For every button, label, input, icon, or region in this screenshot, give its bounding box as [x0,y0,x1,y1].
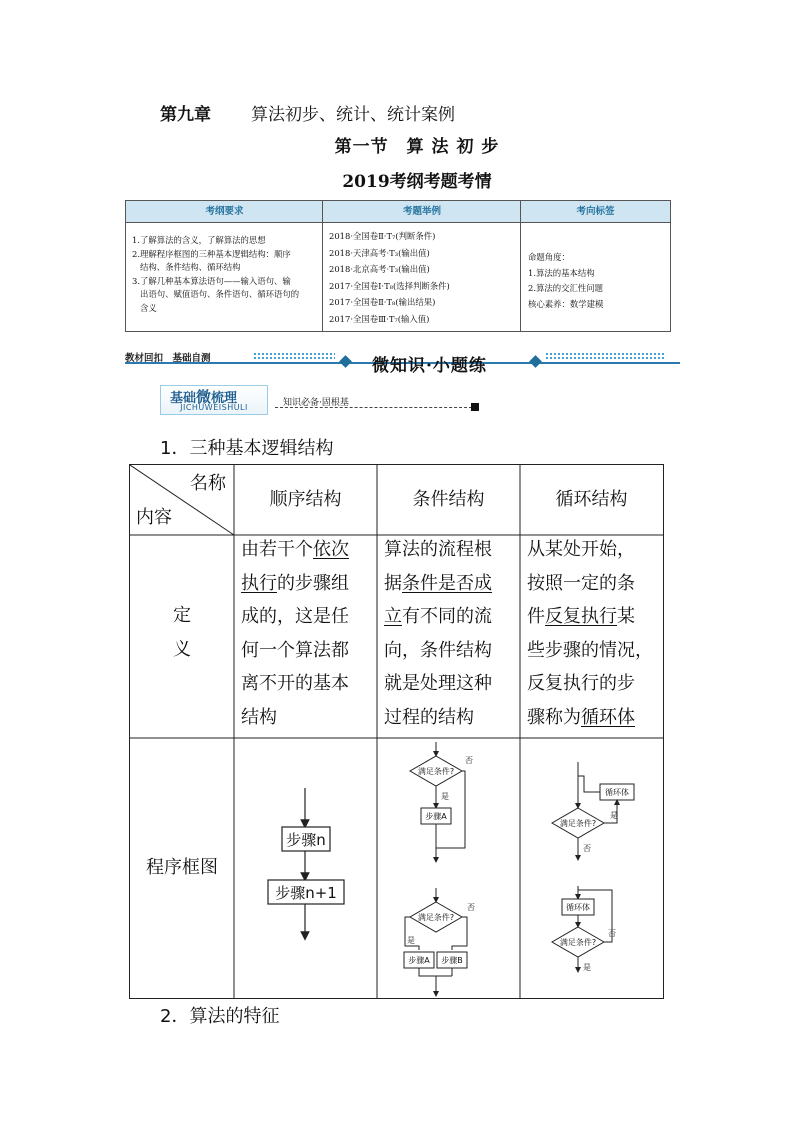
cond-top-condition: 满足条件? [417,767,455,776]
row-label-flowchart: 程序框图 [146,857,218,878]
cond-top-no: 否 [465,756,473,765]
header-condition: 条件结构 [412,489,485,510]
loop-bottom-condition: 满足条件? [559,938,597,947]
banner-dots-left [253,352,335,360]
cond-top-yes: 是 [441,792,449,801]
sequence-flowchart [234,738,377,998]
condition-definition: 算法的流程根 据条件是否成 立有不同的流 向，条件结构 就是处理这种 过程的结构 [384,539,492,728]
header-sequence: 顺序结构 [269,489,342,510]
jichu-square [471,403,479,411]
chapter-title [160,100,455,125]
cond-top-stepA: 步骤A [425,812,447,821]
jichu-pinyin: JICHUWEISHULI [180,403,248,412]
cond-bottom-condition: 满足条件? [417,913,455,922]
step-n1-label: 步骤n+1 [275,884,337,902]
header-loop: 循环结构 [555,489,628,510]
exam-examples: 2018·全国卷Ⅱ·T₇(判断条件) 2018·天津高考·T₃(输出值) 2018·北京高考·T₃(输出值) 2017·全国卷Ⅰ·T₈(选择判断条件) 2017·全国卷Ⅱ·T₈(输出结果) 2017·全国卷Ⅲ·T₇(输入值) [329,231,450,324]
loop-bottom-body: 循环体 [566,903,590,912]
loop-flowchart [520,738,663,998]
jichu-title: 基础微梳理 [170,388,238,406]
heading-algorithm-features: 2．算法的特征 [160,1006,280,1027]
banner-diamond-left [339,355,352,368]
exam-requirements: 1.了解算法的含义，了解算法的思想 2.理解程序框图的三种基本逻辑结构：顺序 结构、条件结构、循环结构 3.了解几种基本算法语句——输入语句、输 出语句、赋值语句、条件语句、循环语句的 含义 [132,235,300,313]
heading-basic-structures: 1．三种基本逻辑结构 [160,438,334,459]
loop-top-no: 否 [583,844,591,853]
loop-top-body: 循环体 [605,788,629,797]
exam-header-examples: 考题举例 [323,201,521,223]
row-label-definition-a: 定 [173,605,191,626]
loop-bottom-no: 否 [608,929,616,938]
loop-top-condition: 满足条件? [559,819,597,828]
cond-bottom-stepA: 步骤A [408,956,430,965]
exam-title: 2019考纲考题考情 [342,172,492,192]
banner-left-label: 教材回扣 基础自测 [125,353,211,364]
banner-diamond-right [529,355,542,368]
banner-title: 微知识·小题练 [372,356,487,376]
cond-bottom-no: 否 [467,903,475,912]
chapter-number: 第九章 [160,105,211,125]
sequence-definition: 由若干个依次 执行的步骤组 成的，这是任 何一个算法都 离不开的基本 结构 [241,539,349,728]
corner-bottom-label: 内容 [136,507,172,528]
exam-header-tags: 考向标签 [521,201,670,223]
exam-info-table [125,200,671,332]
jichu-subtitle: 知识必备·固根基 [283,398,349,408]
loop-top-yes: 是 [610,811,618,820]
section-title: 第一节 算 法 初 步 [334,137,500,157]
corner-top-label: 名称 [190,473,226,494]
step-n-label: 步骤n [286,831,326,849]
cond-bottom-yes: 是 [407,936,415,945]
jichu-dashed-rule [275,407,472,408]
banner-dots-right [545,352,665,360]
cond-bottom-stepB: 步骤B [441,956,463,965]
exam-tags: 命题角度： 1.算法的基本结构 2.算法的交汇性问题 核心素养：数学建模 [528,252,604,309]
exam-header-requirements: 考纲要求 [126,201,323,223]
chapter-subtitle: 算法初步、统计、统计案例 [251,105,455,125]
loop-bottom-yes: 是 [583,963,591,972]
structure-table [129,464,664,999]
loop-definition: 从某处开始， 按照一定的条 件反复执行某 些步骤的情况， 反复执行的步 骤称为循环体 [527,539,653,728]
row-label-definition-b: 义 [173,639,191,660]
condition-flowchart [377,738,520,998]
